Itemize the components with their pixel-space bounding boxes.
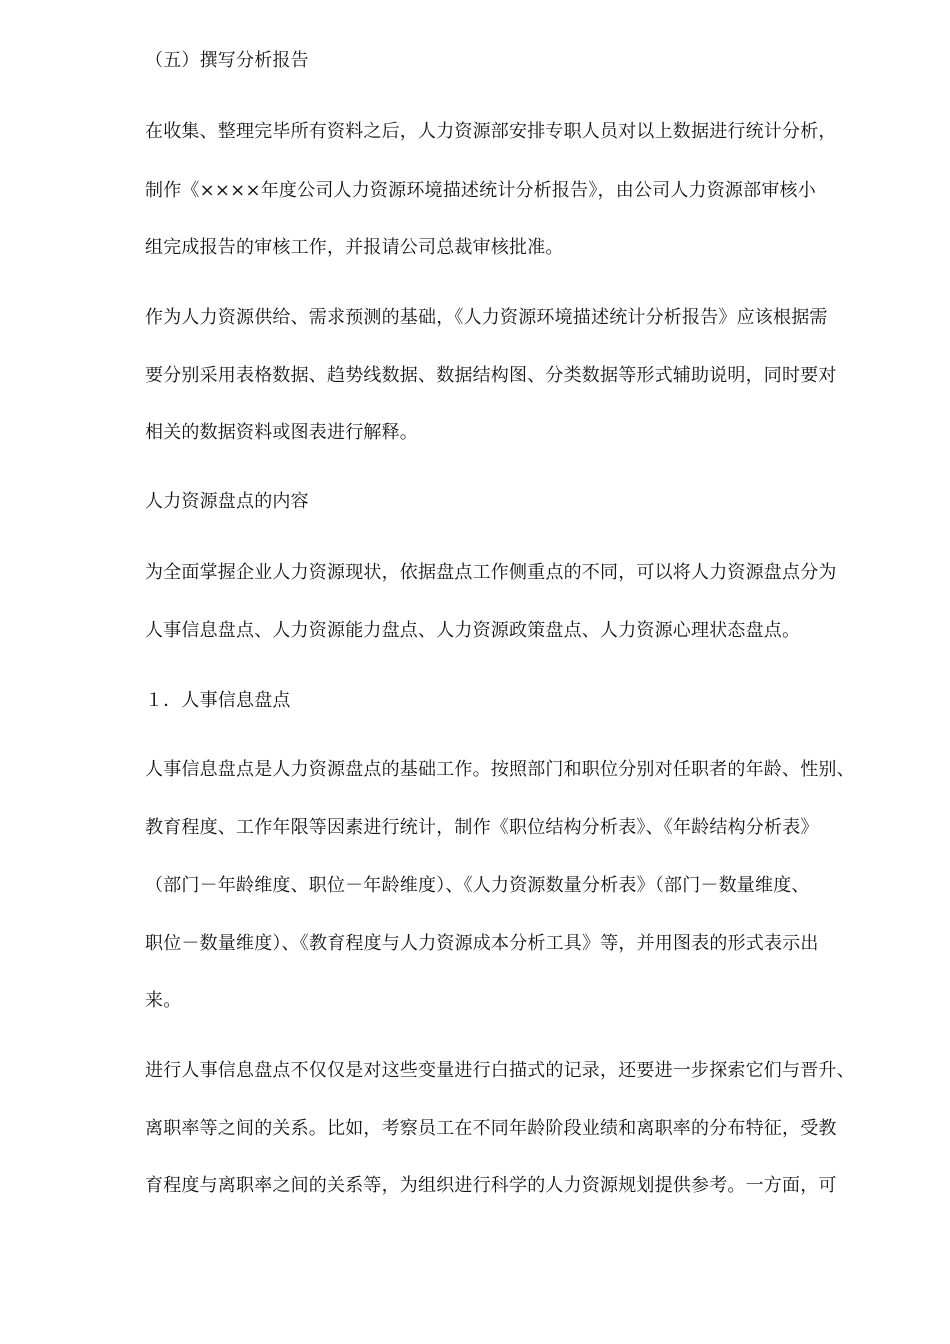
paragraph-line: 作为人力资源供给、需求预测的基础，《人力资源环境描述统计分析报告》应该根据需: [145, 307, 828, 328]
paragraph-line: 进行人事信息盘点不仅仅是对这些变量进行白描式的记录，还要进一步探索它们与晋升、: [145, 1060, 855, 1081]
section-heading-inventory-content: 人力资源盘点的内容: [145, 491, 309, 512]
paragraph-line: 为全面掌握企业人力资源现状，依据盘点工作侧重点的不同，可以将人力资源盘点分为: [145, 562, 837, 583]
section-heading-write-report: （五）撰写分析报告: [145, 50, 309, 71]
paragraph-line: 制作《××××年度公司人力资源环境描述统计分析报告》，由公司人力资源部审核小: [145, 180, 816, 201]
paragraph-line: 育程度与离职率之间的关系等，为组织进行科学的人力资源规划提供参考。一方面，可: [145, 1175, 837, 1196]
paragraph-line: 要分别采用表格数据、趋势线数据、数据结构图、分类数据等形式辅助说明，同时要对: [145, 365, 837, 386]
paragraph-line: （部门－年龄维度、职位－年龄维度）、《人力资源数量分析表》（部门－数量维度、: [145, 875, 810, 896]
paragraph-line: 组完成报告的审核工作，并报请公司总裁审核批准。: [145, 237, 564, 258]
paragraph-line: 来。: [145, 990, 182, 1011]
paragraph-line: 教育程度、工作年限等因素进行统计，制作《职位结构分析表》、《年龄结构分析表》: [145, 817, 819, 838]
subsection-heading-personnel-info: １．人事信息盘点: [145, 690, 291, 711]
paragraph-line: 人事信息盘点、人力资源能力盘点、人力资源政策盘点、人力资源心理状态盘点。: [145, 620, 801, 641]
paragraph-line: 职位－数量维度）、《教育程度与人力资源成本分析工具》等，并用图表的形式表示出: [145, 933, 819, 954]
paragraph-line: 相关的数据资料或图表进行解释。: [145, 422, 418, 443]
paragraph-line: 人事信息盘点是人力资源盘点的基础工作。按照部门和职位分别对任职者的年龄、性别、: [145, 759, 855, 780]
paragraph-line: 在收集、整理完毕所有资料之后，人力资源部安排专职人员对以上数据进行统计分析，: [145, 121, 837, 142]
paragraph-line: 离职率等之间的关系。比如，考察员工在不同年龄阶段业绩和离职率的分布特征，受教: [145, 1118, 837, 1139]
